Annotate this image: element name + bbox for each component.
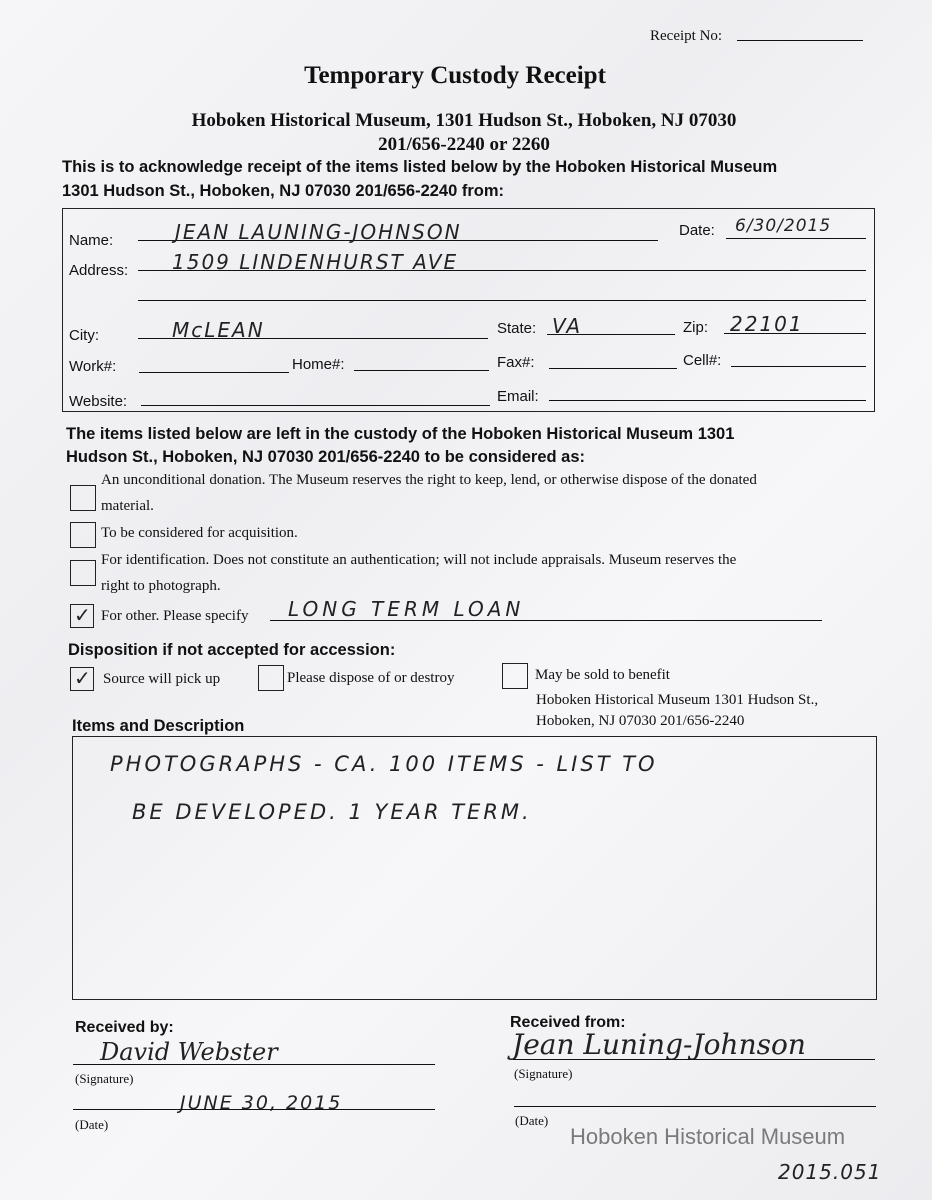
received-from-date-field[interactable]	[514, 1106, 876, 1107]
website-label: Website:	[69, 393, 128, 410]
received-by-heading: Received by:	[75, 1019, 174, 1036]
acquisition-checkbox[interactable]	[70, 522, 96, 548]
date-field[interactable]	[726, 238, 866, 239]
other-checkbox[interactable]	[70, 604, 94, 628]
dispose-label: Please dispose of or destroy	[287, 670, 455, 686]
items-description-line-1: PHOTOGRAPHS - CA. 100 ITEMS - LIST TO	[110, 752, 658, 776]
address-field-2[interactable]	[138, 300, 866, 301]
other-label: For other. Please specify	[101, 608, 249, 624]
watermark: Hoboken Historical Museum	[570, 1124, 846, 1149]
unconditional-donation-checkbox[interactable]	[70, 485, 96, 511]
address-label: Address:	[69, 262, 129, 279]
state-label: State:	[497, 320, 537, 337]
sold-benefit-label: May be sold to benefit	[535, 667, 670, 683]
other-specify-value: LONG TERM LOAN	[288, 597, 525, 621]
receipt-no-field[interactable]	[737, 40, 863, 41]
phone-line: 201/656-2240 or 2260	[378, 134, 550, 155]
zip-value: 22101	[730, 312, 804, 336]
check-mark-icon: ✓	[74, 666, 91, 690]
accession-number: 2015.051	[778, 1160, 882, 1184]
received-by-date-field[interactable]	[73, 1109, 435, 1110]
page-title: Temporary Custody Receipt	[304, 62, 606, 89]
option-text: right to photograph.	[101, 578, 221, 594]
sold-benefit-checkbox[interactable]	[502, 663, 528, 689]
identification-label	[101, 550, 736, 596]
custody-heading-line-2: Hudson St., Hoboken, NJ 07030 201/656-2240 to be considered as:	[66, 448, 586, 466]
received-from-date-label: (Date)	[515, 1113, 549, 1128]
work-label: Work#:	[69, 358, 117, 375]
received-by-signature-label: (Signature)	[75, 1071, 134, 1086]
received-from-signature-field[interactable]	[513, 1059, 875, 1060]
zip-label: Zip:	[683, 319, 709, 336]
name-label: Name:	[69, 232, 114, 249]
website-field[interactable]	[141, 405, 490, 406]
home-field[interactable]	[354, 370, 489, 371]
option-text: For identification. Does not constitute an authentication; will not include appraisals. Museum reserves the	[101, 552, 737, 568]
city-label: City:	[69, 327, 99, 344]
ack-line-2: 1301 Hudson St., Hoboken, NJ 07030 201/656-2240 from:	[62, 182, 505, 200]
option-text: An unconditional donation. The Museum reserves the right to keep, lend, or otherwise dispose of the donated	[101, 472, 757, 488]
fax-field[interactable]	[549, 368, 677, 369]
org-line: Hoboken Historical Museum, 1301 Hudson St., Hoboken, NJ 07030	[191, 110, 737, 131]
date-label: Date:	[679, 222, 715, 239]
work-field[interactable]	[139, 372, 289, 373]
received-from-heading: Received from:	[510, 1014, 626, 1031]
source-pickup-checkbox[interactable]	[70, 667, 94, 691]
cell-field[interactable]	[731, 366, 866, 367]
dispose-checkbox[interactable]	[258, 665, 284, 691]
received-by-date-value: JUNE 30, 2015	[180, 1092, 343, 1114]
identification-checkbox[interactable]	[70, 560, 96, 586]
received-by-signature-field[interactable]	[73, 1064, 435, 1065]
email-field[interactable]	[549, 400, 866, 401]
benefit-address-line-2: Hoboken, NJ 07030 201/656-2240	[536, 713, 745, 729]
address-value: 1509 LINDENHURST AVE	[172, 250, 459, 274]
disposition-heading: Disposition if not accepted for accession:	[68, 641, 396, 659]
acquisition-label: To be considered for acquisition.	[101, 525, 298, 541]
name-value: JEAN LAUNING-JOHNSON	[175, 220, 462, 244]
ack-line-1: This is to acknowledge receipt of the items listed below by the Hoboken Historical Museum	[62, 158, 778, 176]
received-by-date-label: (Date)	[75, 1117, 109, 1132]
items-heading: Items and Description	[72, 717, 245, 735]
unconditional-donation-label	[101, 470, 757, 516]
custody-heading-line-1: The items listed below are left in the custody of the Hoboken Historical Museum 1301	[66, 425, 735, 443]
benefit-address-line-1: Hoboken Historical Museum 1301 Hudson St.,	[536, 692, 819, 708]
option-text: material.	[101, 498, 154, 514]
email-label: Email:	[497, 388, 539, 405]
cell-label: Cell#:	[683, 352, 722, 369]
fax-label: Fax#:	[497, 354, 535, 371]
home-label: Home#:	[292, 356, 345, 373]
city-value: McLEAN	[172, 318, 265, 342]
source-pickup-label: Source will pick up	[103, 671, 221, 687]
date-value: 6/30/2015	[735, 216, 832, 236]
received-from-signature: Jean Luning-Johnson	[512, 1028, 806, 1061]
received-by-signature: David Webster	[100, 1038, 278, 1066]
receipt-no-label: Receipt No:	[650, 28, 723, 44]
check-mark-icon: ✓	[74, 603, 91, 627]
received-from-signature-label: (Signature)	[514, 1066, 573, 1081]
state-value: VA	[552, 314, 583, 338]
items-description-line-2: BE DEVELOPED. 1 YEAR TERM.	[132, 800, 532, 824]
